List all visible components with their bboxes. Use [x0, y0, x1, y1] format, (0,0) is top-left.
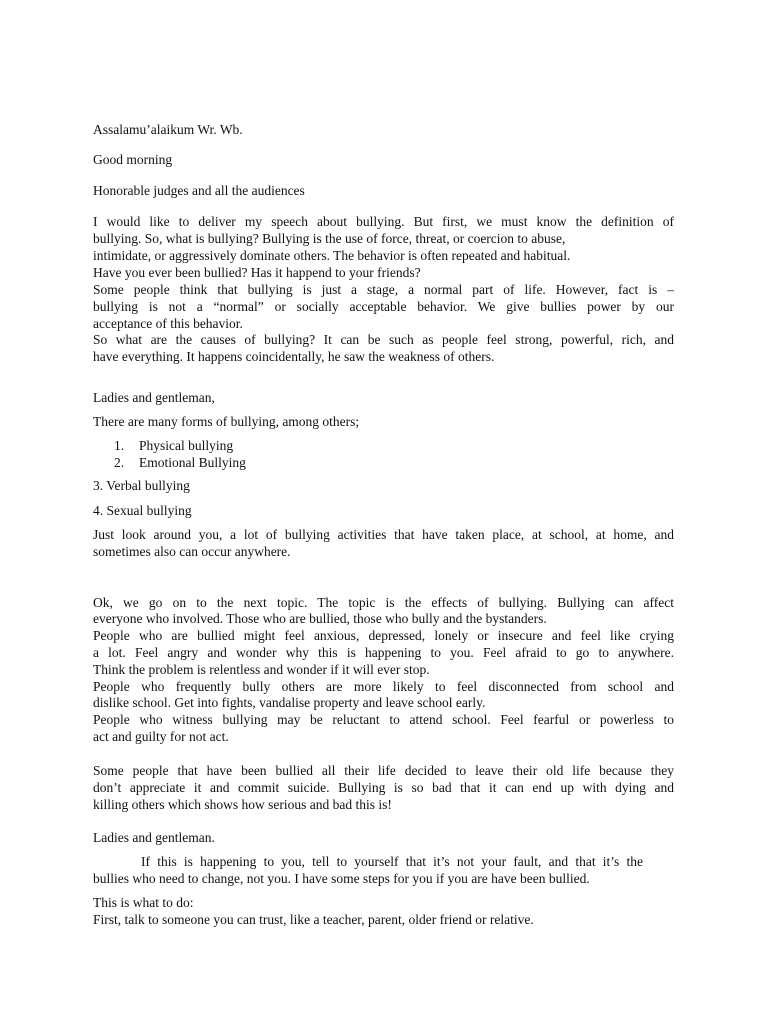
- text-line: bullies who need to change, not you. I have some steps for you if you are have been bullied.: [93, 871, 590, 886]
- list-number: 2.: [114, 455, 125, 470]
- text-line: acceptance of this behavior.: [93, 316, 243, 331]
- text-line: sometimes also can occur anywhere.: [93, 544, 291, 559]
- text-line: I would like to deliver my speech about bullying. But first, we must know the definition of: [93, 214, 674, 229]
- text-line: act and guilty for not act.: [93, 729, 229, 744]
- sexual-bullying: 4. Sexual bullying: [93, 503, 192, 518]
- list-number: 1.: [114, 438, 125, 453]
- text-line: don’t appreciate it and commit suicide. Bullying is so bad that it can end up with dying and: [93, 780, 674, 795]
- forms-intro: There are many forms of bullying, among others;: [93, 414, 360, 429]
- good-morning: Good morning: [93, 152, 173, 167]
- text-line: Have you ever been bullied? Has it happend to your friends?: [93, 265, 421, 280]
- first-step: First, talk to someone you can trust, like a teacher, parent, older friend or relative.: [93, 912, 534, 927]
- text-line: So what are the causes of bullying? It can be such as people feel strong, powerful, rich, and: [93, 332, 674, 347]
- honorable-line: Honorable judges and all the audiences: [93, 183, 305, 198]
- greeting: Assalamu’alaikum Wr. Wb.: [93, 122, 243, 137]
- ladies-gentleman-heading: Ladies and gentleman,: [93, 390, 215, 405]
- text-line: dislike school. Get into fights, vandalise property and leave school early.: [93, 695, 486, 710]
- ladies-gentleman-heading-2: Ladies and gentleman.: [93, 830, 215, 845]
- text-line: have everything. It happens coincidentally, he saw the weakness of others.: [93, 349, 495, 364]
- text-line: bullying is not a “normal” or socially acceptable behavior. We give bullies power by our: [93, 299, 674, 314]
- text-line: Just look around you, a lot of bullying activities that have taken place, at school, at home, and: [93, 527, 674, 542]
- text-line: Think the problem is relentless and wonder if it will ever stop.: [93, 662, 430, 677]
- text-line: People who witness bullying may be reluctant to attend school. Feel fearful or powerless to: [93, 712, 674, 727]
- text-line: bullying. So, what is bullying? Bullying is the use of force, threat, or coercion to abuse,: [93, 231, 566, 246]
- text-line: Ok, we go on to the next topic. The topic is the effects of bullying. Bullying can affect: [93, 595, 674, 610]
- text-line: killing others which shows how serious and bad this is!: [93, 797, 392, 812]
- list-item: [114, 454, 246, 471]
- text-line: everyone who involved. Those who are bullied, those who bully and the bystanders.: [93, 611, 547, 626]
- list-item: [114, 437, 233, 454]
- list-text: Emotional Bullying: [139, 455, 246, 470]
- text-line: Some people think that bullying is just a stage, a normal part of life. However, fact is –: [93, 282, 674, 297]
- text-line: If this is happening to you, tell to yourself that it’s not your fault, and that it’s the: [141, 854, 643, 869]
- text-line: People who are bullied might feel anxious, depressed, lonely or insecure and feel like crying: [93, 628, 674, 643]
- text-line: a lot. Feel angry and wonder why this is happening to you. Feel afraid to go to anywhere.: [93, 645, 674, 660]
- text-line: People who frequently bully others are more likely to feel disconnected from school and: [93, 679, 674, 694]
- text-line: Some people that have been bullied all their life decided to leave their old life because they: [93, 763, 674, 778]
- what-to-do: This is what to do:: [93, 895, 194, 910]
- verbal-bullying: 3. Verbal bullying: [93, 478, 190, 493]
- list-text: Physical bullying: [139, 438, 234, 453]
- text-line: intimidate, or aggressively dominate others. The behavior is often repeated and habitual.: [93, 248, 571, 263]
